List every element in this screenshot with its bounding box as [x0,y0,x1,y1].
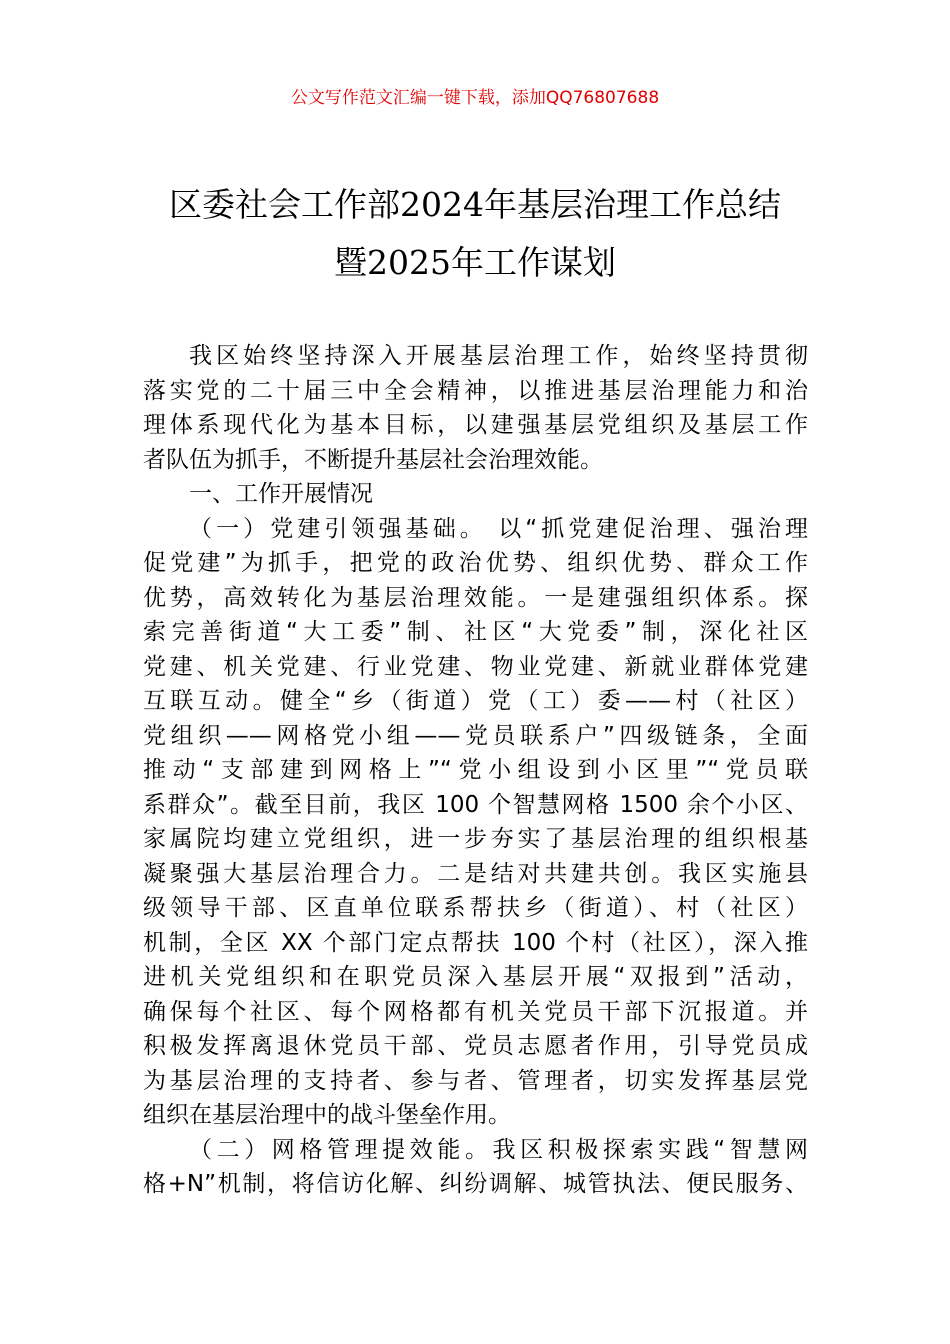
body-line: 优势，高效转化为基层治理效能。一是建强组织体系。探 [143,584,808,611]
body-line: 互联互动。健全“乡（街道）党（工）委——村（社区） [143,688,808,714]
body-line: 进机关党组织和在职党员深入基层开展“双报到”活动， [143,964,808,990]
body-line: 党组织——网格党小组——党员联系户”四级链条，全面 [143,722,808,749]
body-line: 级领导干部、区直单位联系帮扶乡（街道）、村（社区） [143,895,808,921]
body-line: 确保每个社区、每个网格都有机关党员干部下沉报道。并 [143,998,808,1025]
body-line: 促党建”为抓手，把党的政治优势、组织优势、群众工作 [143,550,808,576]
title-line-1: 区委社会工作部2024年基层治理工作总结 [169,185,781,224]
body-line: 格+N”机制，将信访化解、纠纷调解、城管执法、便民服务、 [143,1171,808,1197]
body-line: 为基层治理的支持者、参与者、管理者，切实发挥基层党 [143,1067,808,1094]
section-heading: 一、工作开展情况 [189,481,373,507]
body-line: 凝聚强大基层治理合力。二是结对共建共创。我区实施县 [143,860,808,887]
body-line: 者队伍为抓手，不断提升基层社会治理效能。 [143,446,603,473]
body-line: 理体系现代化为基本目标，以建强基层党组织及基层工作 [143,412,808,438]
body-line: 我区始终坚持深入开展基层治理工作，始终坚持贯彻 [189,343,808,369]
body-line: 党建、机关党建、行业党建、物业党建、新就业群体党建 [143,653,808,680]
subsection-heading-line: （一）党建引领强基础。 以“抓党建促治理、强治理 [189,515,808,542]
body-line: 组织在基层治理中的战斗堡垒作用。 [143,1102,511,1128]
body-line: 机制，全区 XX 个部门定点帮扶 100 个村（社区），深入推 [143,929,808,956]
document-body [143,339,808,1202]
header-note: 公文写作范文汇编一键下载，添加QQ76807688 [290,88,660,108]
body-line: 家属院均建立党组织，进一步夯实了基层治理的组织根基 [143,826,808,852]
body-line: 推动“支部建到网格上”“党小组设到小区里”“党员联 [143,757,808,783]
body-line: 系群众”。截至目前，我区 100 个智慧网格 1500 余个小区、 [143,791,808,818]
title-line-2: 暨2025年工作谋划 [334,243,616,282]
body-line: 积极发挥离退休党员干部、党员志愿者作用，引导党员成 [143,1033,808,1059]
subsection-heading-line: （二）网格管理提效能。我区积极探索实践“智慧网 [189,1136,808,1163]
body-line: 落实党的二十届三中全会精神，以推进基层治理能力和治 [143,377,808,404]
body-line: 索完善街道“大工委”制、社区“大党委”制，深化社区 [143,619,808,645]
document-title [100,176,850,292]
